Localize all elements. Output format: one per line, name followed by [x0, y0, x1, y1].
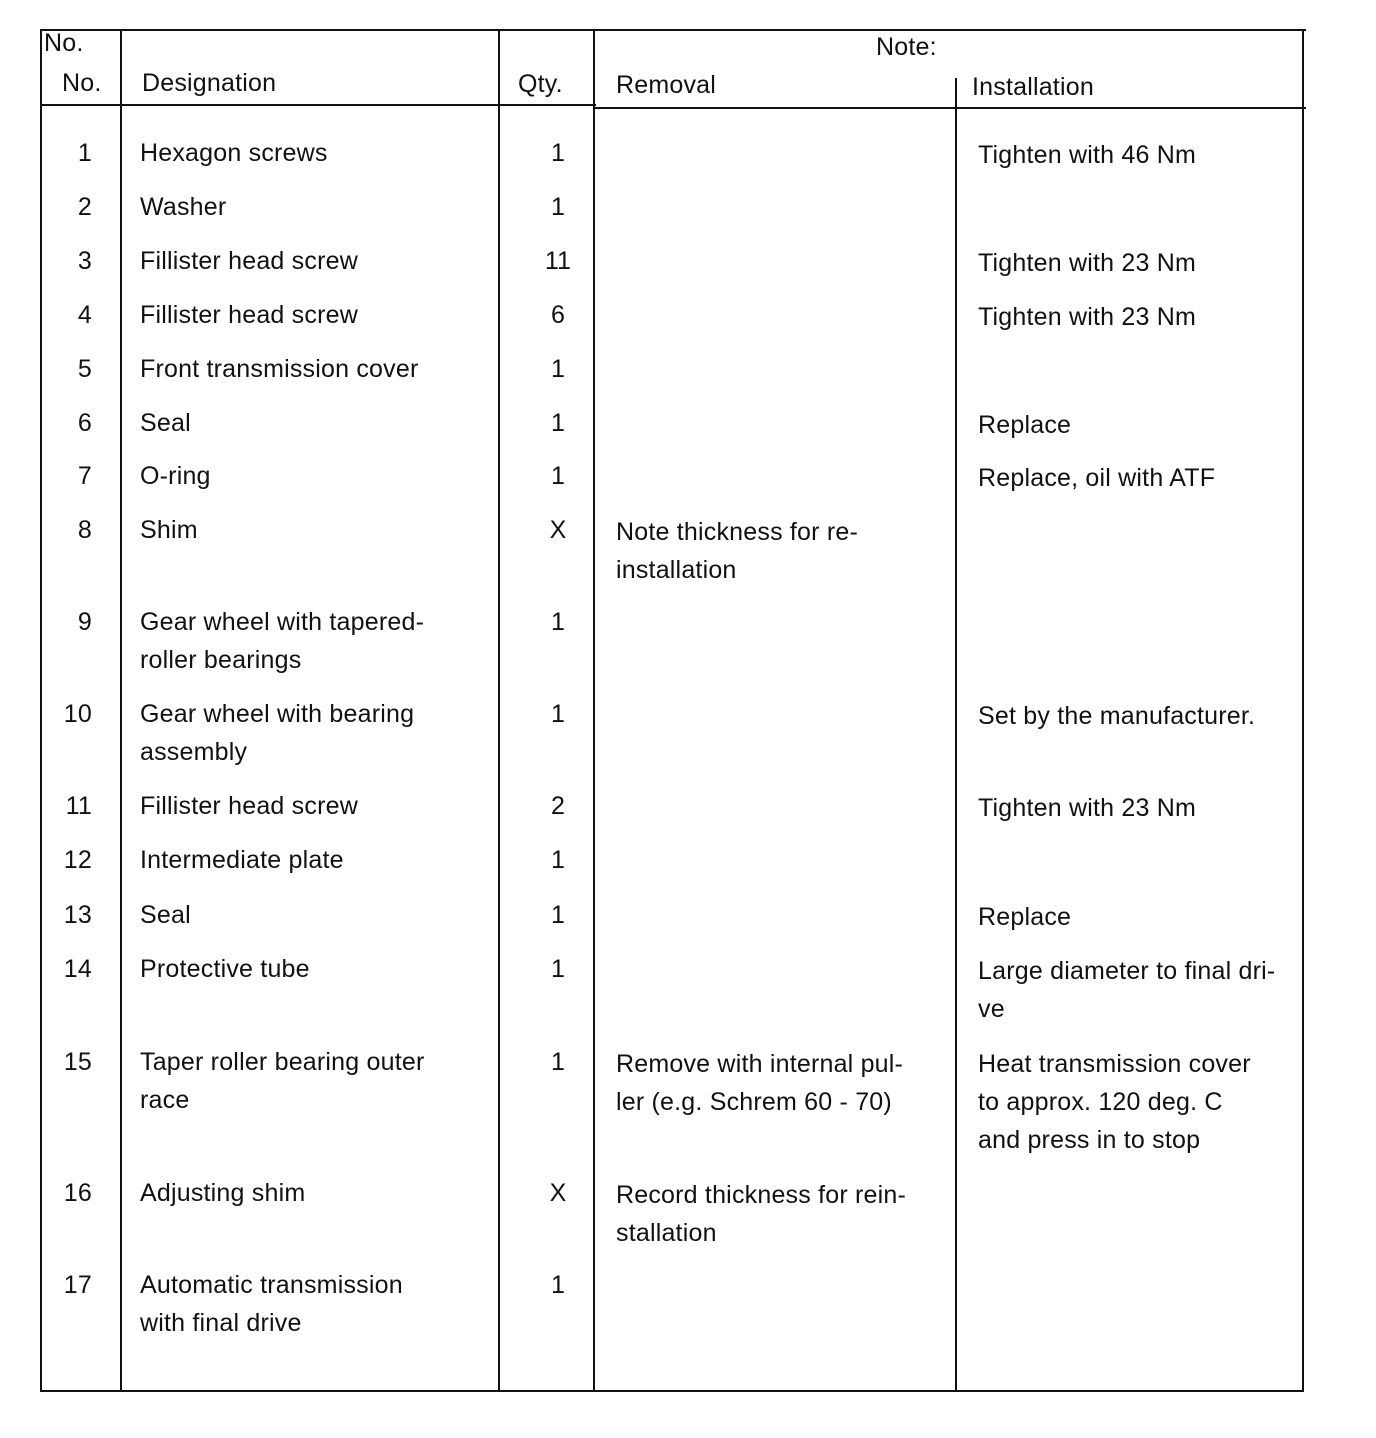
- table-top-border: [42, 29, 1306, 31]
- row-number: 4: [77, 301, 92, 329]
- row-designation: Automatic transmission: [140, 1271, 403, 1299]
- row-number: 14: [63, 955, 92, 983]
- row-designation: Seal: [140, 409, 191, 437]
- row-qty: 1: [550, 409, 566, 437]
- header-note: Note:: [876, 33, 937, 61]
- row-qty: X: [549, 1179, 567, 1207]
- row-installation-note: Replace, oil with ATF: [978, 464, 1216, 492]
- table-bottom-border: [40, 1390, 1304, 1392]
- row-qty: 1: [550, 139, 566, 167]
- row-number: 8: [77, 516, 92, 544]
- header-no-top: No.: [44, 29, 84, 57]
- row-number: 7: [77, 462, 92, 490]
- row-qty: 1: [550, 700, 566, 728]
- row-removal-note: stallation: [616, 1219, 717, 1247]
- row-designation: Taper roller bearing outer: [140, 1048, 425, 1076]
- row-number: 12: [63, 846, 92, 874]
- row-qty: 1: [550, 1271, 566, 1299]
- row-number: 9: [77, 608, 92, 636]
- header-separator-left: [42, 104, 596, 106]
- row-qty: 11: [544, 247, 572, 275]
- header-no-bottom: No.: [62, 69, 102, 97]
- row-designation: Intermediate plate: [140, 846, 344, 874]
- row-qty: 6: [550, 301, 566, 329]
- col-divider-no: [120, 29, 122, 1392]
- row-designation: Seal: [140, 901, 191, 929]
- row-installation-note: Replace: [978, 411, 1072, 439]
- row-number: 5: [77, 355, 92, 383]
- header-removal: Removal: [616, 71, 717, 99]
- row-number: 17: [63, 1271, 92, 1299]
- col-divider-designation: [498, 29, 500, 1392]
- col-divider-qty: [593, 29, 595, 1392]
- row-installation-note: Large diameter to final dri-: [978, 957, 1276, 985]
- row-number: 3: [77, 247, 92, 275]
- row-qty: 1: [550, 846, 566, 874]
- row-number: 2: [77, 193, 92, 221]
- row-qty: 1: [550, 955, 566, 983]
- row-installation-note: Tighten with 23 Nm: [978, 249, 1197, 277]
- row-qty: 1: [550, 608, 566, 636]
- row-designation: race: [140, 1086, 190, 1114]
- row-removal-note: installation: [616, 556, 737, 584]
- right-border: [1302, 31, 1304, 1392]
- header-installation: Installation: [972, 73, 1094, 101]
- row-qty: X: [549, 516, 567, 544]
- header-separator-right: [594, 107, 1306, 109]
- row-qty: 2: [550, 792, 566, 820]
- row-number: 16: [63, 1179, 92, 1207]
- row-designation: O-ring: [140, 462, 211, 490]
- row-designation: Fillister head screw: [140, 301, 358, 329]
- row-qty: 1: [550, 355, 566, 383]
- row-number: 11: [65, 792, 92, 820]
- row-installation-note: Tighten with 46 Nm: [978, 141, 1197, 169]
- row-installation-note: ve: [978, 995, 1005, 1023]
- row-installation-note: Replace: [978, 903, 1072, 931]
- row-removal-note: Note thickness for re-: [616, 518, 858, 546]
- col-divider-removal: [955, 78, 957, 1392]
- row-removal-note: Record thickness for rein-: [616, 1181, 907, 1209]
- row-qty: 1: [550, 1048, 566, 1076]
- row-designation: Fillister head screw: [140, 792, 358, 820]
- row-number: 6: [77, 409, 92, 437]
- row-installation-note: Tighten with 23 Nm: [978, 303, 1197, 331]
- row-designation: Protective tube: [140, 955, 310, 983]
- row-designation: roller bearings: [140, 646, 302, 674]
- row-qty: 1: [550, 901, 566, 929]
- row-installation-note: to approx. 120 deg. C: [978, 1088, 1223, 1116]
- row-installation-note: Heat transmission cover: [978, 1050, 1251, 1078]
- row-designation: Adjusting shim: [140, 1179, 306, 1207]
- row-number: 10: [63, 700, 92, 728]
- row-removal-note: Remove with internal pul-: [616, 1050, 904, 1078]
- row-designation: Front transmission cover: [140, 355, 419, 383]
- row-installation-note: Tighten with 23 Nm: [978, 794, 1197, 822]
- row-number: 15: [63, 1048, 92, 1076]
- row-installation-note: Set by the manufacturer.: [978, 702, 1256, 730]
- row-designation: assembly: [140, 738, 248, 766]
- row-number: 13: [63, 901, 92, 929]
- row-qty: 1: [550, 193, 566, 221]
- row-number: 1: [77, 139, 92, 167]
- row-designation: Hexagon screws: [140, 139, 328, 167]
- row-qty: 1: [550, 462, 566, 490]
- row-designation: Gear wheel with tapered-: [140, 608, 425, 636]
- header-designation: Designation: [142, 69, 277, 97]
- row-designation: Fillister head screw: [140, 247, 358, 275]
- row-removal-note: ler (e.g. Schrem 60 - 70): [616, 1088, 892, 1116]
- row-designation: with final drive: [140, 1309, 302, 1337]
- row-designation: Gear wheel with bearing: [140, 700, 415, 728]
- header-qty: Qty.: [518, 70, 563, 98]
- row-designation: Washer: [140, 193, 227, 221]
- row-designation: Shim: [140, 516, 198, 544]
- row-installation-note: and press in to stop: [978, 1126, 1201, 1154]
